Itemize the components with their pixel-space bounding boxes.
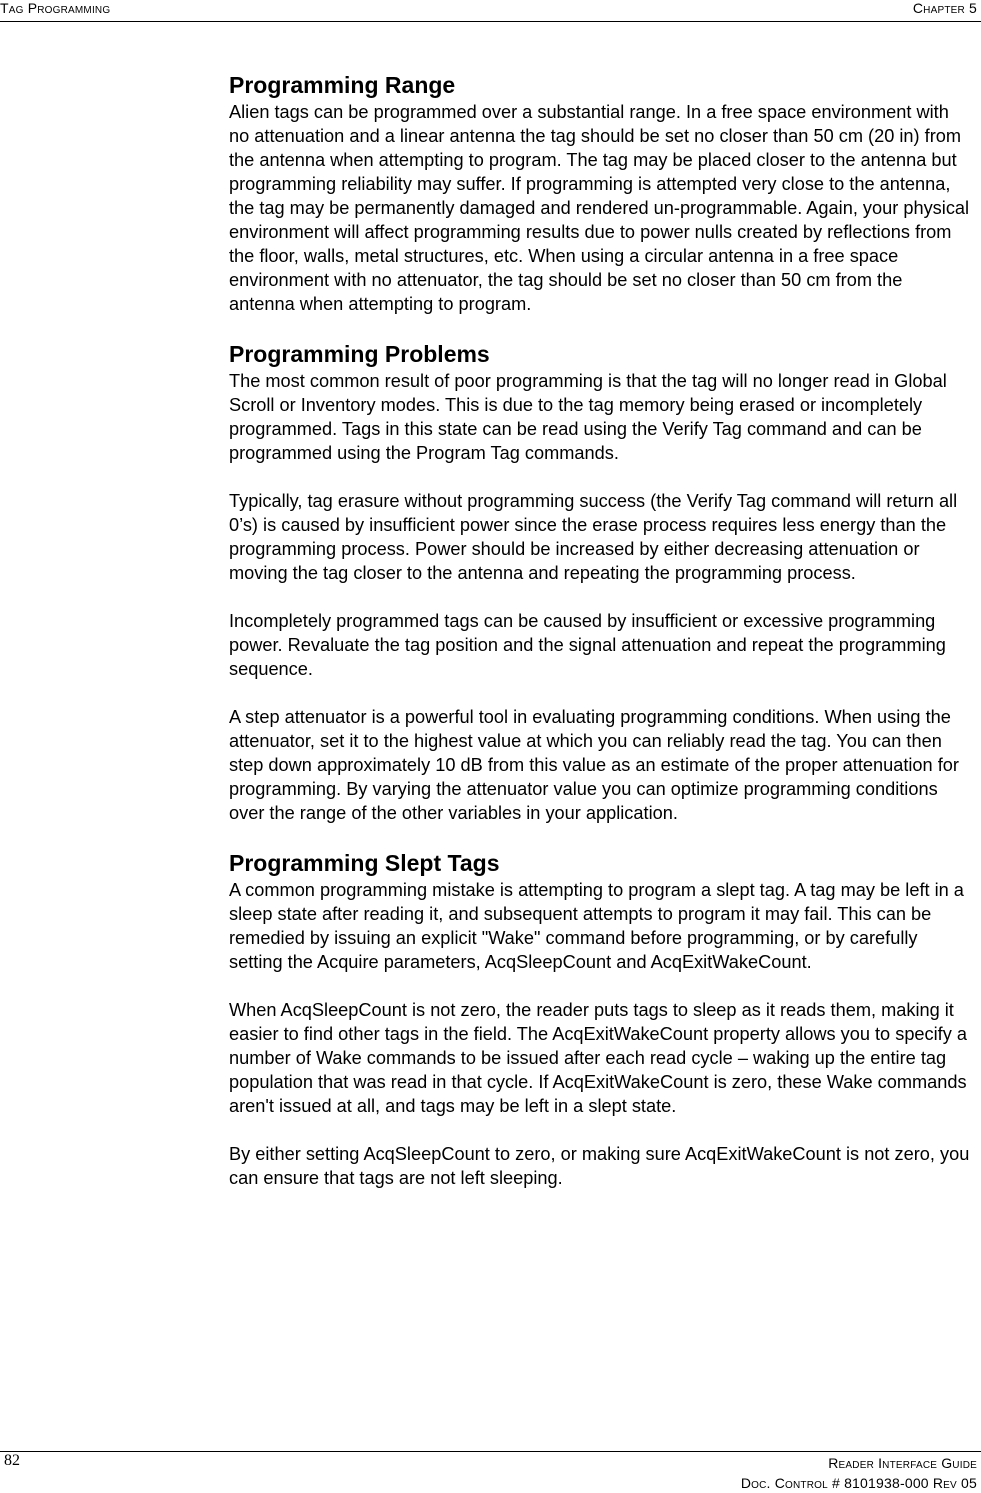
- page-footer: [0, 1451, 981, 1493]
- section-title: Programming Slept Tags: [229, 850, 500, 876]
- page-number: 82: [4, 1452, 20, 1469]
- paragraph: Alien tags can be programmed over a substantial range. In a free space environment with no attenuation and a linear antenna the tag should be set no closer than 50 cm (20 in) from the antenna when attempting to program. The tag may be placed closer to the antenna but programming reliability may suffer. If programming is attempted very close to the antenna, the tag may be permanently damaged and rendered un-programmable. Again, your physical environment will affect programming results due to power nulls created by reflections from the floor, walls, metal structures, etc. When using a circular antenna in a free space environment with no attenuator, the tag should be set no closer than 50 cm from the antenna when attempting to program.: [229, 102, 970, 314]
- paragraph: By either setting AcqSleepCount to zero, or making sure AcqExitWakeCount is not zero, you can ensure that tags are not left sleeping.: [229, 1144, 970, 1188]
- paragraph: Incompletely programmed tags can be caused by insufficient or excessive programming power. Revaluate the tag position and the signal attenuation and repeat the programming sequence.: [229, 611, 946, 679]
- section-programming-range: [229, 71, 973, 316]
- header-chapter-number: Chapter 5: [912, 0, 977, 16]
- section-title: Programming Problems: [229, 341, 490, 367]
- page-content: [229, 71, 973, 1214]
- footer-doc-control: Doc. Control # 8101938-000 Rev 05: [740, 1475, 977, 1491]
- footer-guide-title: Reader Interface Guide: [828, 1455, 977, 1471]
- paragraph: The most common result of poor programming is that the tag will no longer read in Global Scroll or Inventory modes. This is due to the tag memory being erased or incompletely programmed. Tags in this state can be read using the Verify Tag command and can be programmed using the Program Tag commands.: [229, 371, 947, 463]
- section-programming-slept-tags: [229, 849, 973, 1190]
- section-title: Programming Range: [229, 72, 456, 98]
- paragraph: Typically, tag erasure without programming success (the Verify Tag command will return all 0’s) is caused by insufficient power since the erase process requires less energy than the programming process. Power should be increased by either decreasing attenuation or moving the tag closer to the antenna and repeating the programming process.: [229, 491, 958, 583]
- header-chapter-title: Tag Programming: [0, 0, 111, 16]
- paragraph: When AcqSleepCount is not zero, the reader puts tags to sleep as it reads them, making it easier to find other tags in the field. The AcqExitWakeCount property allows you to specify a number of Wake commands to be issued after each read cycle – waking up the entire tag population that was read in that cycle. If AcqExitWakeCount is zero, these Wake commands aren't issued at all, and tags may be left in a slept state.: [229, 1000, 967, 1116]
- section-programming-problems: [229, 340, 973, 825]
- paragraph: A common programming mistake is attempting to program a slept tag. A tag may be left in a sleep state after reading it, and subsequent attempts to program it may fail. This can be remedied by issuing an explicit "Wake" command before programming, or by carefully setting the Acquire parameters, AcqSleepCount and AcqExitWakeCount.: [229, 880, 964, 972]
- paragraph: A step attenuator is a powerful tool in evaluating programming conditions. When using the attenuator, set it to the highest value at which you can reliably read the tag. You can then step down approximately 10 dB from this value as an estimate of the proper attenuation for programming. By varying the attenuator value you can optimize programming conditions over the range of the other variables in your application.: [229, 707, 959, 823]
- page-header: [0, 0, 981, 22]
